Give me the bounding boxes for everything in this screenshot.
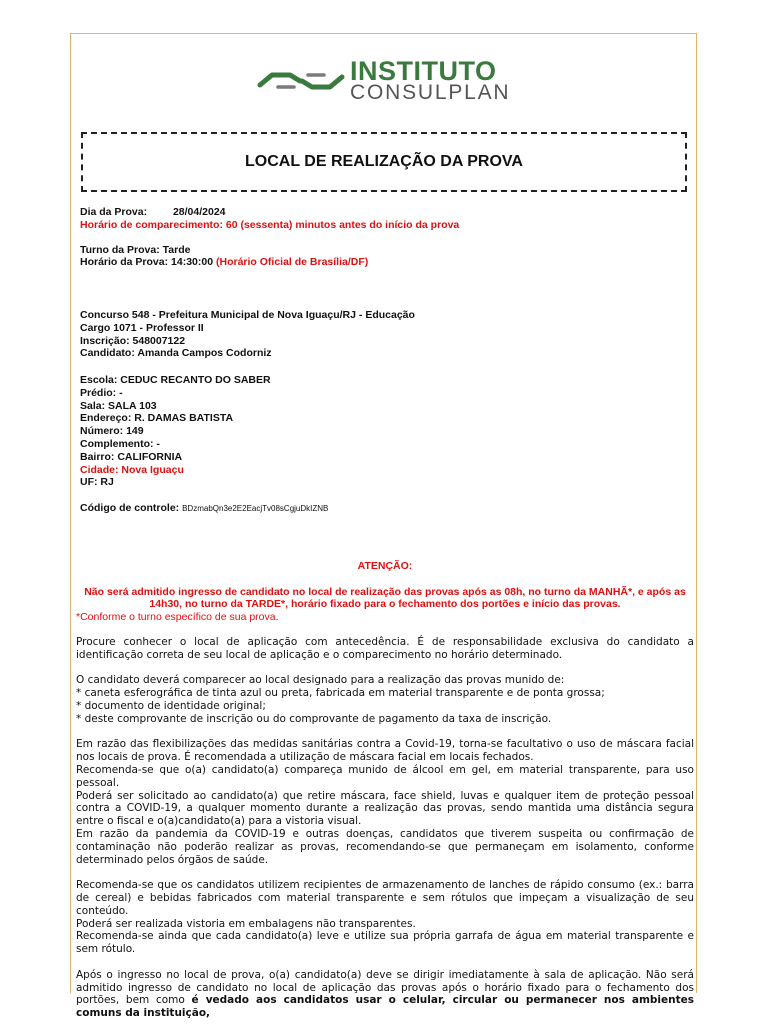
instructions-body [76,636,694,1033]
instruction-paragraph [76,738,694,866]
logo-word-consulplan: CONSULPLAN [350,81,511,104]
title-box [81,132,687,192]
exam-date-value: 28/04/2024 [172,206,226,218]
endereco-line: Endereço: R. DAMAS BATISTA [80,412,234,425]
materials-item: * deste comprovante de inscrição ou do comprovante de pagamento da taxa de inscrição. [76,712,552,725]
inscricao-line: Inscrição: 548007122 [80,334,186,347]
attention-block [76,560,694,624]
attention-footnote: *Conforme o turno específico de sua prova. [76,611,279,624]
escola-line: Escola: CEDUC RECANTO DO SABER [80,374,271,386]
materials-item: * caneta esferográfica de tinta azul ou preta, fabricada em material transparente e de ponta grossa; [76,687,605,700]
candidate-info [80,309,690,360]
health-line: Poderá ser solicitado ao candidato(a) que retire máscara, face shield, luvas e qualquer item de proteção pessoal contra a COVID-19, a qualquer momento durante a realização das provas, sendo mantida uma distância segura entre o fiscal e o(a)candidato(a) para a vistoria visual. [76,789,694,828]
control-code [80,502,690,516]
food-line: Recomenda-se que os candidatos utilizem recipientes de armazenamento de lanches de rápido consumo (ex.: barra de cereal) e bebidas fabricados com material transparente e sem rótulos que impeçam a visualização de seu conteúdo. [76,879,694,917]
candidato-line: Candidato: Amanda Campos Codorniz [80,347,272,360]
materials-item: * documento de identidade original; [76,699,266,712]
attention-heading: ATENÇÃO: [357,560,413,572]
attention-warning: Não será admitido ingresso de candidato no local de realização das provas após as 08h, no turno da MANHÃ*, e após as 14h30, no turno da TARDE*, horário fixado para o fechamento dos portões e início das provas. [84,585,686,611]
complemento-line: Complemento: - [80,437,160,450]
predio-line: Prédio: - [80,386,123,399]
exam-info [80,206,690,269]
bairro-line: Bairro: CALIFORNIA [80,450,183,463]
entry-rules-text: Após o ingresso no local de prova, o(a) candidato(a) deve se dirigir imediatamente à sala de aplicação. Não será admitido ingresso de candidato no local de aplicação das provas após o horário fixado para o fechamento dos portões, bem como [76,968,694,1007]
control-code-value: BDzmabQn3e2E2EacjTv08sCgjuDkIZNB [182,504,329,513]
concurso-line: Concurso 548 - Prefeitura Municipal de Nova Iguaçu/RJ - Educação [80,309,415,321]
instruction-paragraph [76,674,694,725]
arrival-notice: Horário de comparecimento: 60 (sessenta) minutos antes do início da prova [80,218,460,231]
sala-line: Sala: SALA 103 [80,399,157,412]
cargo-line: Cargo 1071 - Professor II [80,321,204,334]
health-line: Em razão das flexibilizações das medidas sanitárias contra a Covid-19, torna-se facultativo o uso de máscara facial nos locais de prova. É recomendada a utilização de máscara facial em locais fechados. [76,738,694,764]
cidade-line: Cidade: Nova Iguaçu [80,463,184,476]
instruction-paragraph [76,879,694,956]
food-line: Poderá ser realizada vistoria em embalagens não transparentes. [76,917,416,930]
entry-rules-bold: é vedado aos candidatos usar o celular, circular ou permanecer nos ambientes comuns da instituição, [76,994,694,1020]
health-line: Em razão da pandemia da COVID-19 e outras doenças, candidatos que tiverem suspeita ou confirmação de contaminação não poderão realizar as provas, recomendando-se que permaneçam em isolamento, conforme determinado pelos órgãos de saúde. [76,827,694,866]
health-line: Recomenda-se que o(a) candidato(a) compareça munido de álcool em gel, em material transparente, para uso pessoal. [76,763,694,789]
uf-line: UF: RJ [80,476,114,489]
instruction-paragraph: Procure conhecer o local de aplicação com antecedência. É de responsabilidade exclusiva do candidato a identificação correta de seu local de aplicação e o comparecimento no horário determinado. [76,636,694,661]
control-code-label: Código de controle: [80,502,180,514]
food-line: Recomenda-se ainda que cada candidato(a) leve e utilize sua própria garrafa de água em material transparente e sem rótulo. [76,930,694,956]
location-info [80,374,690,489]
institute-logo [256,56,516,105]
exam-date-label: Dia da Prova: [80,206,148,218]
handshake-icon [256,65,346,97]
exam-time-note: (Horário Oficial de Brasília/DF) [215,256,369,269]
numero-line: Número: 149 [80,425,144,438]
instruction-paragraph [76,969,694,1020]
page-title: LOCAL DE REALIZAÇÃO DA PROVA [245,153,523,170]
exam-shift: Turno da Prova: Tarde [80,243,191,256]
logo-word-instituto: INSTITUTO [350,56,497,86]
document-page [70,33,697,1020]
exam-time: Horário da Prova: 14:30:00 [80,256,214,269]
materials-intro: O candidato deverá comparecer ao local designado para a realização das provas munido de: [76,674,565,687]
